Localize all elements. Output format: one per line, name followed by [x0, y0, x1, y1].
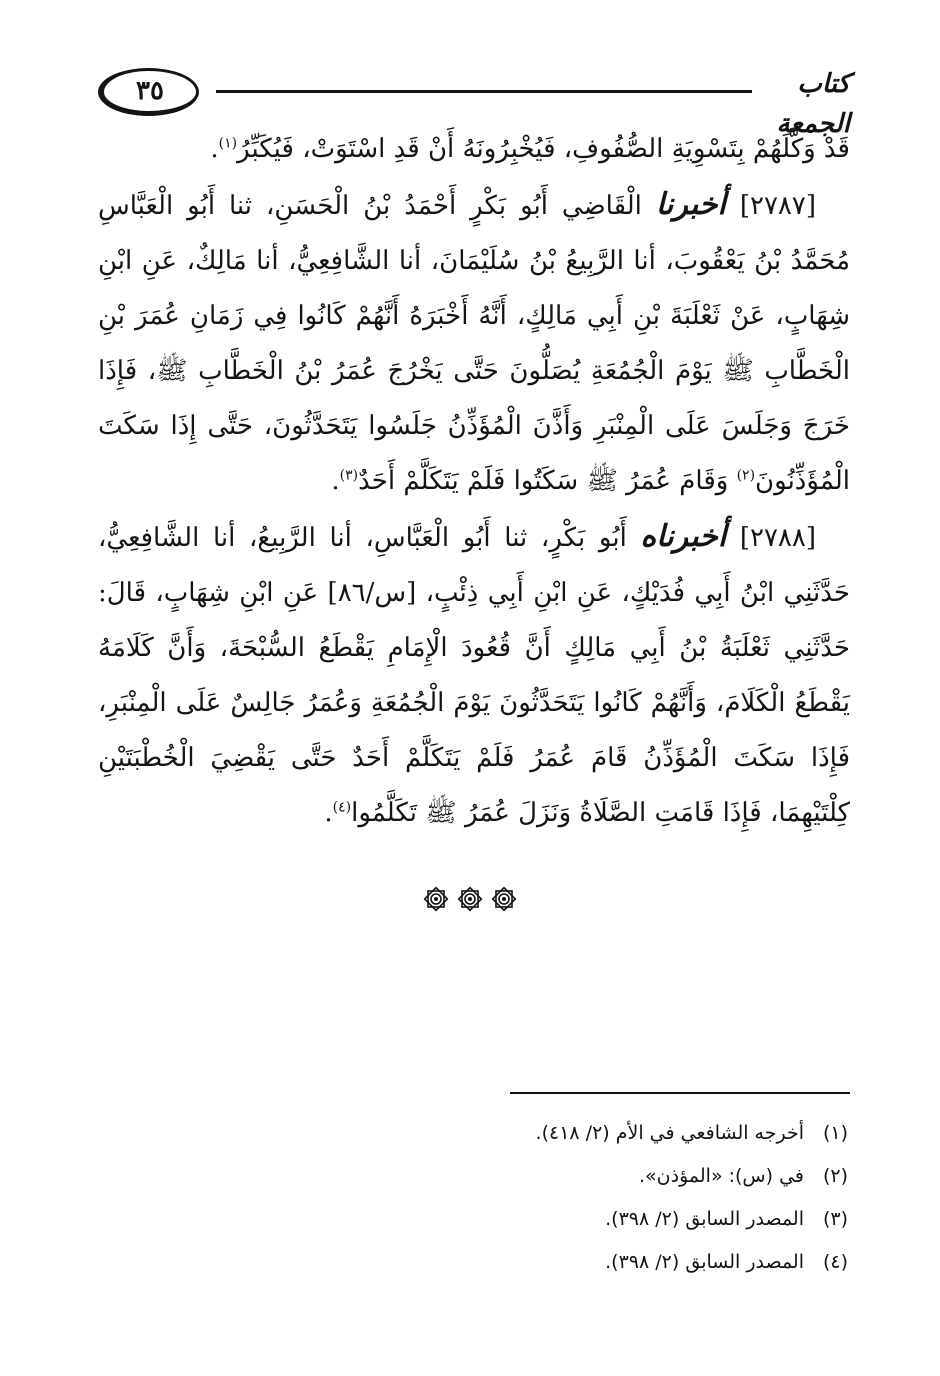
continuation-text: قَدْ وَكَّلَهُمْ بِتَسْوِيَةِ الصُّفُوفِ، فَيُخْبِرُونَهُ أَنْ قَدِ اسْتَوَتْ، فَيُكَبِّرُ: [237, 134, 850, 164]
running-head: كتاب الجمعة: [776, 69, 850, 139]
footnote-ref-2: (٢): [736, 467, 756, 484]
footnote-item: [248, 1198, 848, 1241]
footnote-separator: [510, 1092, 850, 1094]
hadith-2788: [98, 509, 850, 841]
transmission-cue: أخبرناه: [640, 519, 727, 554]
main-text: [98, 122, 850, 841]
page-header: [98, 62, 850, 139]
footnote-text: المصدر السابق (٢/ ٣٩٨).: [605, 1251, 804, 1273]
hadith-text: الْقَاضِي أَبُو بَكْرٍ أَحْمَدُ بْنُ الْحَسَنِ، ثنا أَبُو الْعَبَّاسِ مُحَمَّدُ بْنُ يَعْقُوبَ، أنا الرَّبِيعُ بْنُ سُلَيْمَانَ، أنا الشَّافِعِيُّ، أنا مَالِكٌ، عَنِ ابْنِ شِهَابٍ، عَنْ ثَعْلَبَةَ بْنِ أَبِي مَالِكٍ، أَنَّهُ أَخْبَرَهُ أَنَّهُمْ كَانُوا فِي زَمَانِ عُمَرَ بْنِ الْخَطَّابِ ﷺ يَوْمَ الْجُمُعَةِ يُصَلُّونَ حَتَّى يَخْرُجَ عُمَرُ بْنُ الْخَطَّابِ ﷺ، فَإِذَا خَرَجَ وَجَلَسَ عَلَى الْمِنْبَرِ وَأَذَّنَ الْمُؤَذِّنُ جَلَسُوا يَتَحَدَّثُونَ، حَتَّى إِذَا سَكَتَ الْمُؤَذِّنُونَ: [98, 191, 850, 496]
footnote-number: (٣): [822, 1208, 848, 1230]
footnote-item: [248, 1241, 848, 1284]
footnote-ref-3: (٣): [339, 467, 359, 484]
rosette-ornament-icon: [489, 884, 519, 914]
hadith-number: [٢٧٨٨]: [739, 523, 816, 553]
hadith-end: .: [324, 798, 333, 828]
footnote-number: (٢): [822, 1165, 848, 1187]
header-rule: [216, 90, 752, 93]
footnotes: [248, 1112, 848, 1284]
footnote-item: [248, 1112, 848, 1155]
hadith-text: أَبُو بَكْرٍ، ثنا أَبُو الْعَبَّاسِ، أنا الرَّبِيعُ، أنا الشَّافِعِيُّ، حَدَّثَنِي ابْنُ أَبِي فُدَيْكٍ، عَنِ ابْنِ أَبِي ذِئْبٍ، [س/٨٦] عَنِ ابْنِ شِهَابٍ، قَالَ: حَدَّثَنِي ثَعْلَبَةُ بْنُ أَبِي مَالِكٍ أَنَّ قُعُودَ الْإِمَامِ يَقْطَعُ السُّبْحَةَ، وَأَنَّ كَلَامَهُ يَقْطَعُ الْكَلَامَ، وَأَنَّهُمْ كَانُوا يَتَحَدَّثُونَ يَوْمَ الْجُمُعَةِ وَعُمَرُ جَالِسٌ عَلَى الْمِنْبَرِ، فَإِذَا سَكَتَ الْمُؤَذِّنُ قَامَ عُمَرُ فَلَمْ يَتَكَلَّمْ أَحَدٌ حَتَّى يَقْضِيَ الْخُطْبَتَيْنِ كِلْتَيْهِمَا، فَإِذَا قَامَتِ الصَّلَاةُ وَنَزَلَ عُمَرُ ﷺ تَكَلَّمُوا: [98, 523, 850, 828]
rosette-ornament-icon: [421, 884, 451, 914]
footnote-item: [248, 1155, 848, 1198]
continuation-end: .: [210, 134, 219, 164]
page-number: ٣٥: [98, 68, 199, 116]
section-ornament: [0, 884, 940, 914]
hadith-end: .: [331, 466, 340, 496]
rosette-ornament-icon: [455, 884, 485, 914]
footnote-ref-4: (٤): [332, 799, 352, 816]
footnote-number: (١): [822, 1122, 848, 1144]
hadith-number: [٢٧٨٧]: [739, 191, 816, 221]
hadith-text-end: وَقَامَ عُمَرُ ﷺ سَكَتُوا فَلَمْ يَتَكَلَّمْ أَحَدٌ: [358, 466, 737, 496]
hadith-2787: [98, 177, 850, 509]
footnote-text: في (س): «المؤذن».: [639, 1165, 804, 1187]
footnote-text: المصدر السابق (٢/ ٣٩٨).: [605, 1208, 804, 1230]
footnote-number: (٤): [822, 1251, 848, 1273]
transmission-cue: أخبرنا: [655, 187, 726, 222]
footnote-ref-1: (١): [218, 135, 238, 152]
footnote-text: أخرجه الشافعي في الأم (٢/ ٤١٨).: [535, 1122, 804, 1144]
continuation-paragraph: [98, 122, 850, 177]
